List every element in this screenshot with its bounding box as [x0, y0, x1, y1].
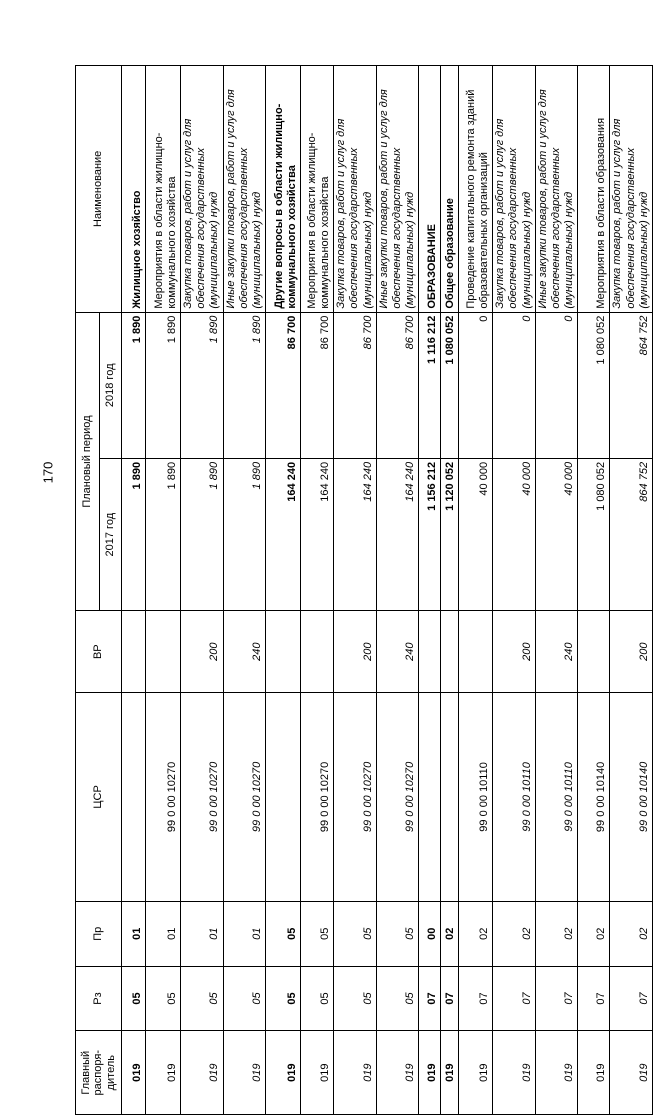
- cell-vr: [578, 611, 610, 692]
- cell-name: Закупка товаров, работ и услуг для обеспечения государственных (муниципальных) нужд: [610, 66, 653, 313]
- cell-y2018: 0: [493, 312, 536, 458]
- cell-name: Другие вопросы в области жилищно-коммунального хозяйства: [266, 66, 301, 313]
- cell-name: Иные закупки товаров, работ и услуг для обеспечения государственных (муниципальных) нужд: [223, 66, 266, 313]
- cell-rz: 07: [610, 966, 653, 1031]
- cell-y2017: 164 240: [301, 458, 334, 611]
- cell-y2018: 1 890: [181, 312, 224, 458]
- header-planned-period: Плановый период: [76, 312, 100, 611]
- cell-vr: [301, 611, 334, 692]
- header-pr: Пр: [76, 901, 122, 966]
- cell-rz: 07: [441, 966, 459, 1031]
- cell-name: Закупка товаров, работ и услуг для обеспечения государственных (муниципальных) нужд: [334, 66, 377, 313]
- page-number: [40, 457, 56, 487]
- cell-y2017: 1 080 052: [578, 458, 610, 611]
- cell-rz: 07: [535, 966, 578, 1031]
- cell-grbs: 019: [334, 1031, 377, 1115]
- table-row: [441, 66, 459, 1115]
- header-2017: 2017 год: [100, 458, 122, 611]
- cell-pr: 01: [146, 901, 181, 966]
- cell-y2018: 0: [459, 312, 493, 458]
- cell-csr: 99 0 00 10270: [334, 692, 377, 901]
- cell-vr: 240: [535, 611, 578, 692]
- cell-vr: [146, 611, 181, 692]
- cell-y2017: 1 156 212: [419, 458, 441, 611]
- cell-y2018: 86 700: [266, 312, 301, 458]
- header-csr: ЦСР: [76, 692, 122, 901]
- cell-y2018: 864 752: [610, 312, 653, 458]
- header-grbs: Главный распоря-дитель: [76, 1031, 122, 1115]
- cell-csr: [266, 692, 301, 901]
- cell-csr: 99 0 00 10110: [493, 692, 536, 901]
- cell-grbs: 019: [419, 1031, 441, 1115]
- header-name: Наименование: [76, 66, 122, 313]
- cell-grbs: 019: [441, 1031, 459, 1115]
- cell-name: ОБРАЗОВАНИЕ: [419, 66, 441, 313]
- cell-y2018: 86 700: [376, 312, 419, 458]
- cell-vr: 240: [223, 611, 266, 692]
- cell-csr: [441, 692, 459, 901]
- cell-name: Закупка товаров, работ и услуг для обеспечения государственных (муниципальных) нужд: [181, 66, 224, 313]
- budget-table-rotated: [75, 65, 650, 1115]
- cell-grbs: 019: [301, 1031, 334, 1115]
- cell-y2017: 1 890: [181, 458, 224, 611]
- cell-csr: 99 0 00 10140: [578, 692, 610, 901]
- cell-y2017: 1 890: [223, 458, 266, 611]
- cell-rz: 05: [334, 966, 377, 1031]
- cell-grbs: 019: [578, 1031, 610, 1115]
- table-row: [578, 66, 610, 1115]
- cell-csr: 99 0 00 10270: [376, 692, 419, 901]
- cell-pr: 01: [122, 901, 146, 966]
- cell-pr: 02: [578, 901, 610, 966]
- cell-pr: 05: [266, 901, 301, 966]
- cell-vr: 200: [610, 611, 653, 692]
- cell-y2018: 86 700: [334, 312, 377, 458]
- cell-y2017: 40 000: [459, 458, 493, 611]
- cell-pr: 00: [419, 901, 441, 966]
- cell-y2017: 1 120 052: [441, 458, 459, 611]
- cell-y2017: 40 000: [493, 458, 536, 611]
- cell-y2017: 164 240: [334, 458, 377, 611]
- cell-y2017: 864 752: [610, 458, 653, 611]
- cell-name: Закупка товаров, работ и услуг для обеспечения государственных (муниципальных) нужд: [493, 66, 536, 313]
- table-row: [610, 66, 653, 1115]
- header-vr: ВР: [76, 611, 122, 692]
- cell-y2018: 1 890: [223, 312, 266, 458]
- cell-name: Мероприятия в области жилищно-коммунального хозяйства: [146, 66, 181, 313]
- cell-y2017: 1 890: [122, 458, 146, 611]
- cell-rz: 07: [419, 966, 441, 1031]
- budget-table: [75, 65, 653, 1115]
- cell-y2018: 0: [535, 312, 578, 458]
- cell-vr: 240: [376, 611, 419, 692]
- cell-vr: 200: [493, 611, 536, 692]
- cell-csr: [419, 692, 441, 901]
- cell-name: Мероприятия в области образования: [578, 66, 610, 313]
- table-row: [181, 66, 224, 1115]
- cell-name: Иные закупки товаров, работ и услуг для обеспечения государственных (муниципальных) нужд: [376, 66, 419, 313]
- cell-y2018: 1 080 052: [441, 312, 459, 458]
- cell-name: Мероприятия в области жилищно-коммунального хозяйства: [301, 66, 334, 313]
- table-header: [76, 66, 122, 1115]
- cell-name: Общее образование: [441, 66, 459, 313]
- cell-y2018: 1 080 052: [578, 312, 610, 458]
- cell-grbs: 019: [493, 1031, 536, 1115]
- table-row: [376, 66, 419, 1115]
- cell-pr: 05: [334, 901, 377, 966]
- table-row: [301, 66, 334, 1115]
- cell-vr: [441, 611, 459, 692]
- cell-pr: 01: [223, 901, 266, 966]
- table-row: [535, 66, 578, 1115]
- cell-grbs: 019: [376, 1031, 419, 1115]
- cell-rz: 05: [223, 966, 266, 1031]
- cell-csr: 99 0 00 10270: [181, 692, 224, 901]
- cell-csr: 99 0 00 10140: [610, 692, 653, 901]
- cell-rz: 07: [459, 966, 493, 1031]
- cell-y2018: 86 700: [301, 312, 334, 458]
- cell-grbs: 019: [146, 1031, 181, 1115]
- table-row: [146, 66, 181, 1115]
- cell-pr: 05: [376, 901, 419, 966]
- cell-name: Иные закупки товаров, работ и услуг для обеспечения государственных (муниципальных) нужд: [535, 66, 578, 313]
- cell-vr: [459, 611, 493, 692]
- cell-csr: 99 0 00 10110: [535, 692, 578, 901]
- table-row: [493, 66, 536, 1115]
- cell-rz: 05: [266, 966, 301, 1031]
- cell-grbs: 019: [610, 1031, 653, 1115]
- cell-y2017: 1 890: [146, 458, 181, 611]
- cell-y2018: 1 890: [122, 312, 146, 458]
- cell-csr: 99 0 00 10270: [223, 692, 266, 901]
- cell-rz: 07: [493, 966, 536, 1031]
- table-row: [459, 66, 493, 1115]
- cell-pr: 02: [441, 901, 459, 966]
- cell-name: Проведение капитального ремонта зданий образовательных организаций: [459, 66, 493, 313]
- table-row: [419, 66, 441, 1115]
- cell-vr: 200: [334, 611, 377, 692]
- table-row: [266, 66, 301, 1115]
- cell-y2017: 164 240: [266, 458, 301, 611]
- cell-rz: 07: [578, 966, 610, 1031]
- table-row: [122, 66, 146, 1115]
- cell-pr: 02: [493, 901, 536, 966]
- cell-rz: 05: [301, 966, 334, 1031]
- cell-y2018: 1 890: [146, 312, 181, 458]
- cell-pr: 02: [459, 901, 493, 966]
- cell-csr: 99 0 00 10270: [301, 692, 334, 901]
- cell-grbs: 019: [122, 1031, 146, 1115]
- cell-y2018: 1 116 212: [419, 312, 441, 458]
- cell-pr: 02: [535, 901, 578, 966]
- cell-pr: 01: [181, 901, 224, 966]
- cell-grbs: 019: [535, 1031, 578, 1115]
- header-rz: Рз: [76, 966, 122, 1031]
- cell-pr: 05: [301, 901, 334, 966]
- cell-y2017: 40 000: [535, 458, 578, 611]
- cell-grbs: 019: [181, 1031, 224, 1115]
- cell-rz: 05: [122, 966, 146, 1031]
- cell-csr: 99 0 00 10270: [146, 692, 181, 901]
- cell-y2017: 164 240: [376, 458, 419, 611]
- cell-csr: 99 0 00 10110: [459, 692, 493, 901]
- cell-name: Жилищное хозяйство: [122, 66, 146, 313]
- table-body: [122, 66, 653, 1115]
- cell-csr: [122, 692, 146, 901]
- cell-vr: [122, 611, 146, 692]
- table-row: [223, 66, 266, 1115]
- cell-rz: 05: [146, 966, 181, 1031]
- cell-grbs: 019: [223, 1031, 266, 1115]
- cell-vr: 200: [181, 611, 224, 692]
- header-2018: 2018 год: [100, 312, 122, 458]
- cell-vr: [419, 611, 441, 692]
- cell-grbs: 019: [266, 1031, 301, 1115]
- table-row: [334, 66, 377, 1115]
- cell-rz: 05: [181, 966, 224, 1031]
- page-number-text: 170: [40, 461, 56, 483]
- cell-vr: [266, 611, 301, 692]
- cell-grbs: 019: [459, 1031, 493, 1115]
- cell-pr: 02: [610, 901, 653, 966]
- cell-rz: 05: [376, 966, 419, 1031]
